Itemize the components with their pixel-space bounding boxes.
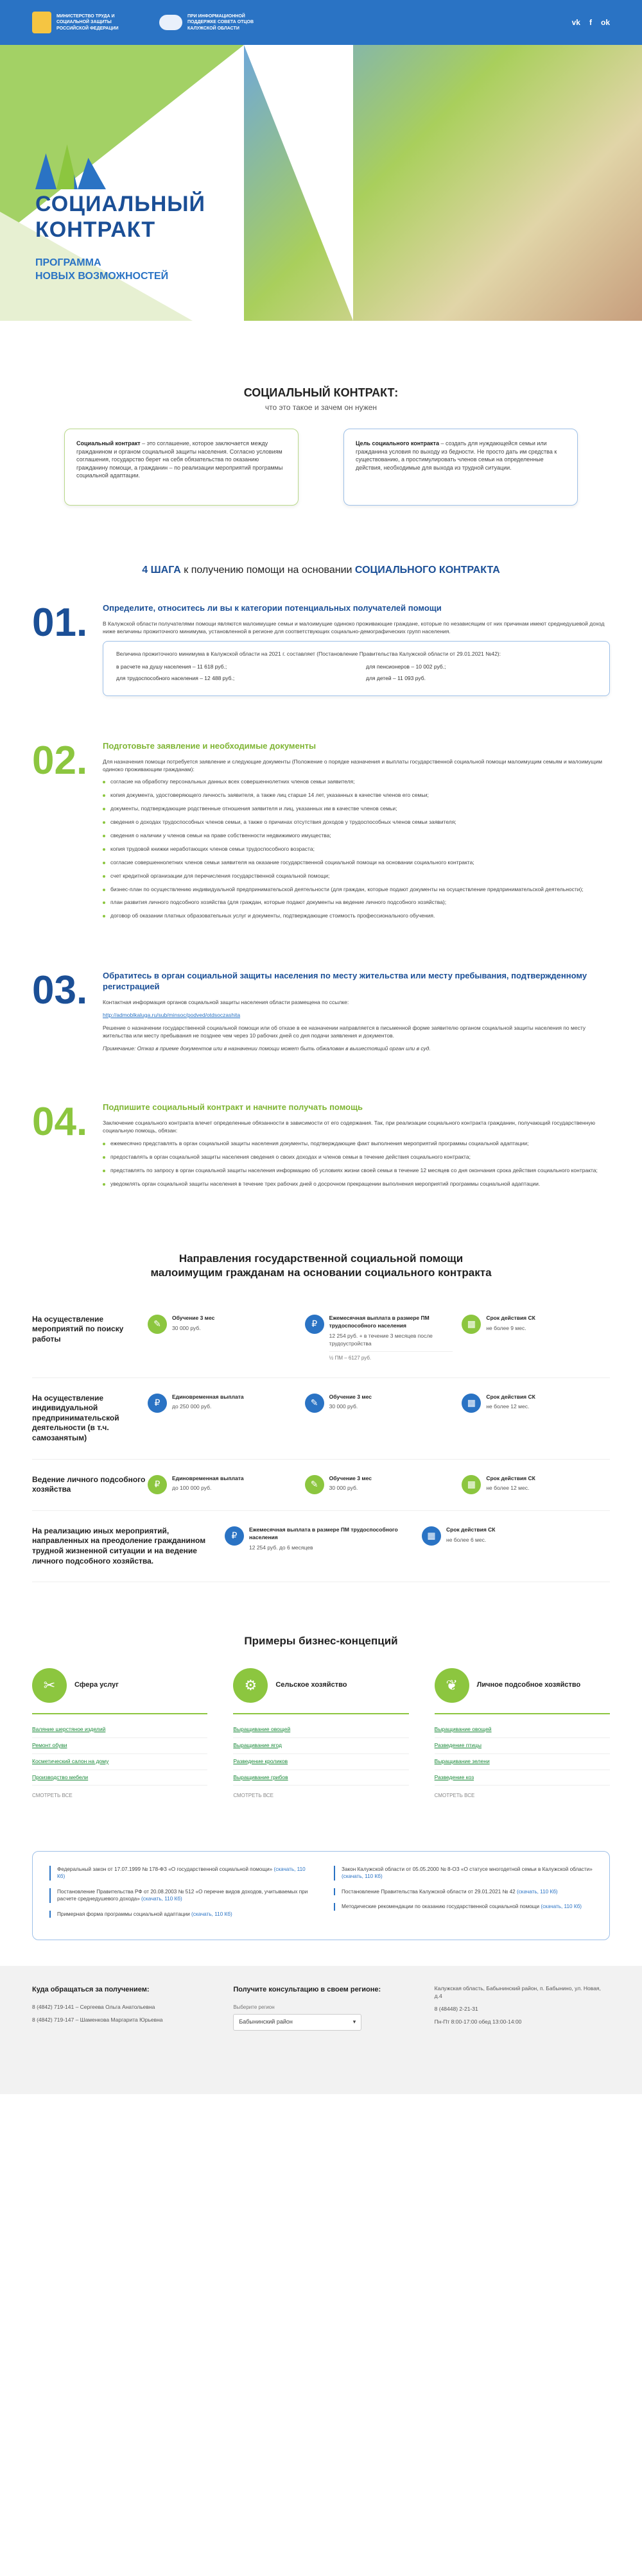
business-services bbox=[32, 1668, 207, 1800]
business-link[interactable]: Выращивание ягод bbox=[233, 1738, 408, 1754]
direction-cell bbox=[462, 1475, 610, 1494]
services-icon: ✂ bbox=[32, 1668, 67, 1703]
subsistence-box bbox=[103, 641, 610, 696]
step-4 bbox=[32, 1102, 610, 1193]
download-link[interactable]: (скачать, 110 Кб) bbox=[191, 1911, 232, 1917]
step-heading: Подпишите социальный контракт и начните получать помощь bbox=[103, 1102, 363, 1113]
law-text: Постановление Правительства РФ от 20.08.2003 № 512 «О перечне видов доходов, учитываемых при расчете среднедушевого дохода» bbox=[57, 1888, 308, 1902]
legal-documents bbox=[32, 1851, 610, 1940]
definition-text: – это соглашение, которое заключается между гражданином и органом социальной защиты населения. Согласно условиям соглашения, государство берет на себя обязательства по оказанию гражданину помощи, а гражданин – по реализации мероприятий программы социальной адаптации. bbox=[76, 439, 283, 479]
phone-line[interactable]: 8 (48448) 2-21-31 bbox=[434, 2005, 478, 2012]
coat-of-arms-icon bbox=[32, 12, 51, 33]
region-label: Выберите регион bbox=[233, 2004, 275, 2011]
law-text: Постановление Правительства Калужской области от 29.01.2021 № 42 bbox=[342, 1888, 517, 1895]
goal-text: – создать для нуждающейся семьи или гражданина условия по выходу из бедности. Не просто дать им средства к существованию, а простимулировать членов семьи на определенные действия, необходимые для выхода из трудной ситуации. bbox=[356, 439, 557, 471]
step-number: 02. bbox=[32, 738, 88, 783]
business-link[interactable]: Ремонт обуви bbox=[32, 1738, 207, 1754]
calendar-icon: ▦ bbox=[462, 1475, 481, 1494]
law-item bbox=[49, 1866, 308, 1881]
step-number: 03. bbox=[32, 968, 88, 1013]
cell-value: до 250 000 руб. bbox=[172, 1403, 212, 1410]
cell-value: до 100 000 руб. bbox=[172, 1485, 212, 1492]
business-name: Сельское хозяйство bbox=[275, 1681, 347, 1689]
direction-cell bbox=[225, 1526, 413, 1552]
cell-title: Срок действия СК bbox=[446, 1526, 496, 1533]
download-link[interactable]: (скачать, 110 Кб) bbox=[141, 1896, 182, 1902]
goal-box bbox=[343, 429, 578, 506]
direction-household bbox=[32, 1460, 610, 1511]
law-text: Федеральный закон от 17.07.1999 № 178-ФЗ «О государственной социальной помощи» bbox=[57, 1866, 274, 1872]
list-item: сведения о доходах трудоспособных членов семьи, а также о причинах отсутствия доходов у трудоспособных членов семьи заявителя; bbox=[103, 819, 610, 826]
cell-note: ½ ПМ – 6127 руб. bbox=[329, 1351, 453, 1361]
cell-title: Срок действия СК bbox=[486, 1314, 535, 1321]
chevron-down-icon: ▾ bbox=[352, 2018, 356, 2026]
goal-bold: Цель социального контракта bbox=[356, 439, 439, 447]
directions-title bbox=[32, 1252, 610, 1280]
definition-bold: Социальный контракт bbox=[76, 439, 141, 447]
cell-title: Единовременная выплата bbox=[172, 1393, 244, 1400]
subsistence-item: для пенсионеров – 10 002 руб.; bbox=[366, 663, 446, 670]
step-heading: Обратитесь в орган социальной защиты населения по месту жительства или месту пребывания, подтвержденному регистрацией bbox=[103, 971, 587, 992]
what-section bbox=[32, 321, 610, 525]
steps-count: 4 ШАГА bbox=[142, 564, 181, 576]
cell-title: Обучение 3 мес bbox=[329, 1393, 372, 1400]
business-household bbox=[435, 1668, 610, 1800]
business-link[interactable]: Выращивание зелени bbox=[435, 1754, 610, 1770]
subsistence-item: в расчете на душу населения – 11 618 руб.; bbox=[116, 663, 227, 670]
direction-cell bbox=[422, 1526, 610, 1552]
step-heading: Подготовьте заявление и необходимые документы bbox=[103, 740, 317, 751]
list-item: сведения о наличии у членов семьи на праве собственности недвижимого имущества; bbox=[103, 832, 610, 840]
phone-line[interactable]: 8 (4842) 719-147 – Шаменкова Маргарита Юрьевна bbox=[32, 2017, 163, 2024]
list-item: предоставлять в орган социальной защиты населения сведения о своих доходах и членов семьи в течение действия социального контракта; bbox=[103, 1154, 610, 1161]
region-value: Бабынинский район bbox=[239, 2018, 293, 2026]
hero-shape bbox=[244, 45, 353, 321]
vk-icon[interactable]: vk bbox=[571, 17, 580, 27]
education-icon: ✎ bbox=[148, 1315, 167, 1334]
calendar-icon: ▦ bbox=[422, 1526, 441, 1546]
directions-title-line2: малоимущим гражданам на основании социального контракта bbox=[150, 1266, 492, 1279]
business-agriculture bbox=[233, 1668, 408, 1800]
address-line: Калужская область, Бабынинский район, п. Бабынино, ул. Новая, д.4 bbox=[434, 1985, 601, 1999]
list-item: копия трудовой книжки неработающих членов семьи трудоспособного возраста; bbox=[103, 846, 610, 853]
direction-cell bbox=[305, 1394, 453, 1413]
direction-label: На осуществление индивидуальной предпринимательской деятельности (в т.ч. самозанятым) bbox=[32, 1393, 119, 1442]
social-contract-logo bbox=[35, 144, 205, 245]
calendar-icon: ▦ bbox=[462, 1315, 481, 1334]
contacts-link[interactable]: http://admoblkaluga.ru/sub/minsoc/podved/otdsoczashita bbox=[103, 1011, 241, 1018]
steps-mid: к получению помощи на основании bbox=[180, 564, 355, 576]
list-item: бизнес-план по осуществлению индивидуальной предпринимательской деятельности (для граждан, которые подают документы на осуществление предпринимательской деятельности); bbox=[103, 886, 610, 894]
law-text: Методические рекомендации по оказанию государственной социальной помощи bbox=[342, 1904, 541, 1910]
council-logo[interactable] bbox=[159, 13, 265, 31]
cell-value: 30 000 руб. bbox=[329, 1485, 358, 1492]
hero-slogan bbox=[35, 257, 168, 284]
subsistence-title: Величина прожиточного минимума в Калужской области на 2021 г. составляет (Постановление Правительства Калужской области от 29.01.2021 №42): bbox=[116, 651, 501, 658]
footer-region bbox=[233, 1985, 408, 2075]
business-link[interactable]: Валяние шерстяное изделий bbox=[32, 1722, 207, 1738]
list-item: договор об оказании платных образовательных услуг и документы, подтверждающие стоимость профессионального обучения. bbox=[103, 912, 610, 920]
cell-value: не более 9 мес. bbox=[486, 1324, 526, 1331]
ministry-logo[interactable] bbox=[32, 12, 134, 33]
business-link[interactable]: Выращивание овощей bbox=[435, 1722, 610, 1738]
list-item: представлять по запросу в орган социальной защиты населения информацию об условиях жизни своей семьи в течение 12 месяцев со дня окончания срока действия социального контракта; bbox=[103, 1167, 610, 1175]
cell-title: Единовременная выплата bbox=[172, 1474, 244, 1481]
step-number: 01. bbox=[32, 601, 88, 645]
download-link[interactable]: (скачать, 110 Кб) bbox=[516, 1888, 558, 1895]
list-item: документы, подтверждающие родственные отношения заявителя и лиц, указанных им в качестве членов семьи; bbox=[103, 805, 610, 813]
law-item bbox=[49, 1911, 308, 1918]
law-item bbox=[334, 1888, 593, 1895]
business-link[interactable]: Разведение кроликов bbox=[233, 1754, 408, 1770]
footer-title: Получите консультацию в своем регионе: bbox=[233, 1986, 381, 1994]
slogan-line2: НОВЫХ ВОЗМОЖНОСТЕЙ bbox=[35, 270, 169, 282]
direction-cell bbox=[462, 1394, 610, 1413]
footer-address bbox=[435, 1985, 610, 2075]
cell-value: 30 000 руб. bbox=[329, 1403, 358, 1410]
direction-label: Ведение личного подсобного хозяйства bbox=[32, 1474, 146, 1494]
council-emblem-icon bbox=[159, 15, 182, 30]
see-all-link[interactable]: СМОТРЕТЬ ВСЕ bbox=[233, 1793, 274, 1799]
obligations-list bbox=[103, 1140, 610, 1188]
steps-bold: СОЦИАЛЬНОГО КОНТРАКТА bbox=[354, 564, 500, 576]
education-icon: ✎ bbox=[305, 1475, 324, 1494]
cell-value: не более 12 мес. bbox=[486, 1403, 530, 1410]
business-name: Личное подсобное хозяйство bbox=[476, 1681, 581, 1689]
cell-value: 12 254 руб. до 6 месяцев bbox=[249, 1544, 313, 1551]
payment-icon: ₽ bbox=[225, 1526, 244, 1546]
step-note: Примечание: Отказ в приеме документов или в назначении помощи может быть обжалован в вышестоящий орган или в суд. bbox=[103, 1045, 431, 1052]
top-bar bbox=[0, 0, 642, 45]
law-text: Примерная форма программы социальной адаптации bbox=[57, 1911, 192, 1917]
step-number: 04. bbox=[32, 1100, 88, 1145]
law-item bbox=[49, 1888, 308, 1903]
step-text: Контактная информация органов социальной защиты населения области размещена по ссылке: bbox=[103, 998, 349, 1005]
payment-icon: ₽ bbox=[148, 1394, 167, 1413]
phone-line[interactable]: 8 (4842) 719-141 – Сергеева Ольга Анатольевна bbox=[32, 2004, 155, 2011]
cell-title: Срок действия СК bbox=[486, 1474, 535, 1481]
cell-title: Ежемесячная выплата в размере ПМ трудоспособного населения bbox=[329, 1314, 429, 1329]
list-item: уведомлять орган социальной защиты населения в течение трех рабочих дней о досрочном прекращении выполнения мероприятий программы социальной адаптации. bbox=[103, 1181, 610, 1188]
list-item: счет кредитной организации для перечисления государственной социальной помощи; bbox=[103, 873, 610, 880]
slogan-line1: ПРОГРАММА bbox=[35, 257, 101, 268]
tractor-icon: ⚙ bbox=[233, 1668, 268, 1703]
direction-cell bbox=[462, 1315, 610, 1362]
business-link[interactable]: Производство мебели bbox=[32, 1770, 207, 1786]
direction-cell bbox=[148, 1475, 296, 1494]
download-link[interactable]: (скачать, 110 Кб) bbox=[342, 1873, 383, 1880]
cell-title: Обучение 3 мес bbox=[329, 1474, 372, 1481]
direction-label: На осуществление мероприятий по поиску работы bbox=[32, 1314, 124, 1344]
cell-title: Обучение 3 мес bbox=[172, 1314, 215, 1321]
business-section bbox=[32, 1621, 610, 1838]
direction-label: На реализацию иных мероприятий, направленных на преодоление гражданином трудной жизненной ситуации и на ведение личного подсобного хозяйства. bbox=[32, 1526, 206, 1565]
cell-value: не более 6 мес. bbox=[446, 1536, 487, 1543]
business-link[interactable]: Разведение птицы bbox=[435, 1738, 610, 1754]
subsistence-item: для детей – 11 093 руб. bbox=[366, 674, 426, 681]
step-2 bbox=[32, 738, 610, 926]
business-link[interactable]: Разведение коз bbox=[435, 1770, 610, 1786]
subsistence-item: для трудоспособного населения – 12 488 руб.; bbox=[116, 674, 235, 681]
logo-mark-icon bbox=[35, 144, 106, 189]
education-icon: ✎ bbox=[305, 1394, 324, 1413]
direction-cell bbox=[148, 1394, 296, 1413]
list-item: план развития личного подсобного хозяйства (для граждан, которые подают документы на ведение личного подсобного хозяйства); bbox=[103, 899, 610, 907]
steps-title bbox=[32, 563, 610, 577]
cell-title: Ежемесячная выплата в размере ПМ трудоспособного населения bbox=[249, 1526, 398, 1540]
step-heading: Определите, относитесь ли вы к категории потенциальных получателей помощи bbox=[103, 603, 442, 613]
business-link[interactable]: Выращивание грибов bbox=[233, 1770, 408, 1786]
see-all-link[interactable]: СМОТРЕТЬ ВСЕ bbox=[434, 1793, 475, 1799]
council-name: ПРИ ИНФОРМАЦИОННОЙ ПОДДЕРЖКЕ СОВЕТА ОТЦОВ КАЛУЖСКОЙ ОБЛАСТИ bbox=[187, 14, 254, 31]
direction-job-search bbox=[32, 1299, 610, 1378]
list-item: согласие на обработку персональных данных всех совершеннолетних членов семьи заявителя; bbox=[103, 778, 610, 786]
odnoklassniki-icon[interactable]: ok bbox=[600, 17, 610, 27]
step-text: В Калужской области получателями помощи являются малоимущие семьи и малоимущие одиноко проживающие граждане, которые по независящим от них причинам имеют среднедушевой доход ниже величины прожиточного минимума, установленной в регионе для соответствующих социально-демографических групп населения. bbox=[103, 620, 605, 635]
step-text: Для назначения помощи потребуется заявление и следующие документы (Положение о порядке назначения и выплаты государственной социальной помощи малоимущим семьям и малоимущим одиноко проживающим гражданам): bbox=[103, 758, 602, 772]
what-subtitle: что это такое и зачем он нужен bbox=[265, 403, 377, 413]
business-link[interactable]: Косметический салон на дому bbox=[32, 1754, 207, 1770]
download-link[interactable]: (скачать, 110 Кб) bbox=[57, 1866, 306, 1880]
footer bbox=[0, 1966, 642, 2094]
business-name: Сфера услуг bbox=[74, 1681, 119, 1689]
ministry-name: МИНИСТЕРСТВО ТРУДА И СОЦИАЛЬНОЙ ЗАЩИТЫ РОССИЙСКОЙ ФЕДЕРАЦИИ bbox=[56, 14, 119, 31]
direction-entrepreneurship bbox=[32, 1378, 610, 1460]
calendar-icon: ▦ bbox=[462, 1394, 481, 1413]
plant-icon: ❦ bbox=[435, 1668, 469, 1703]
documents-list bbox=[103, 778, 610, 920]
directions-title-line1: Направления государственной социальной помощи bbox=[178, 1252, 464, 1265]
definition-box bbox=[64, 429, 299, 506]
facebook-icon[interactable]: f bbox=[589, 17, 592, 27]
cell-value: 30 000 руб. bbox=[172, 1324, 201, 1331]
list-item: копия документа, удостоверяющего личность заявителя, а также лиц старше 14 лет, указанных в качестве членов его семьи; bbox=[103, 792, 610, 799]
logo-word1: СОЦИАЛЬНЫЙ bbox=[35, 192, 205, 216]
footer-contacts bbox=[32, 1985, 207, 2075]
law-text: Закон Калужской области от 05.05.2000 № 8-ОЗ «О статусе многодетной семьи в Калужской области» bbox=[342, 1866, 593, 1872]
business-title: Примеры бизнес-концепций bbox=[244, 1635, 398, 1648]
step-text: Заключение социального контракта влечет определенные обязанности в зависимости от его содержания. Так, при реализации социального контракта гражданин, получающий государственную социальную помощь, обязан: bbox=[103, 1120, 596, 1134]
step-3 bbox=[32, 968, 610, 1057]
business-link[interactable]: Выращивание овощей bbox=[233, 1722, 408, 1738]
list-item: ежемесячно представлять в орган социальной защиты населения документы, подтверждающие факт выполнения мероприятий программы социальной адаптации; bbox=[103, 1140, 610, 1148]
social-links bbox=[572, 17, 610, 28]
footer-title: Куда обращаться за получением: bbox=[32, 1986, 150, 1994]
list-item: согласие совершеннолетних членов семьи заявителя на оказание государственной социальной помощи на основании социального контракта; bbox=[103, 859, 610, 867]
hours-line: Пн-Пт 8:00-17:00 обед 13:00-14:00 bbox=[434, 2018, 522, 2025]
cell-value: 12 254 руб. + в течение 3 месяцев после трудоустройства bbox=[329, 1332, 433, 1347]
hero-banner bbox=[0, 45, 642, 321]
step-text: Решение о назначении государственной социальной помощи или об отказе в ее назначении направляется в письменной форме заявителю органом социальной защиты населения по месту жительства или месту пребывания не позднее чем через 10 рабочих дней со дня подачи заявления и документов. bbox=[103, 1024, 586, 1039]
law-item bbox=[334, 1903, 593, 1910]
cell-value: не более 12 мес. bbox=[486, 1485, 530, 1492]
see-all-link[interactable]: СМОТРЕТЬ ВСЕ bbox=[32, 1793, 73, 1799]
direction-cell bbox=[305, 1315, 453, 1362]
logo-word2: КОНТРАКТ bbox=[35, 217, 156, 242]
cell-title: Срок действия СК bbox=[486, 1393, 535, 1400]
region-select[interactable] bbox=[233, 2014, 361, 2031]
download-link[interactable]: (скачать, 110 Кб) bbox=[541, 1904, 582, 1910]
step-1 bbox=[32, 603, 610, 695]
payment-icon: ₽ bbox=[305, 1315, 324, 1334]
payment-icon: ₽ bbox=[148, 1475, 167, 1494]
direction-other bbox=[32, 1511, 610, 1582]
what-title: СОЦИАЛЬНЫЙ КОНТРАКТ: bbox=[243, 386, 399, 399]
directions-section bbox=[32, 1239, 610, 1621]
direction-cell bbox=[305, 1475, 453, 1494]
law-item bbox=[334, 1866, 593, 1881]
direction-cell bbox=[148, 1315, 296, 1362]
